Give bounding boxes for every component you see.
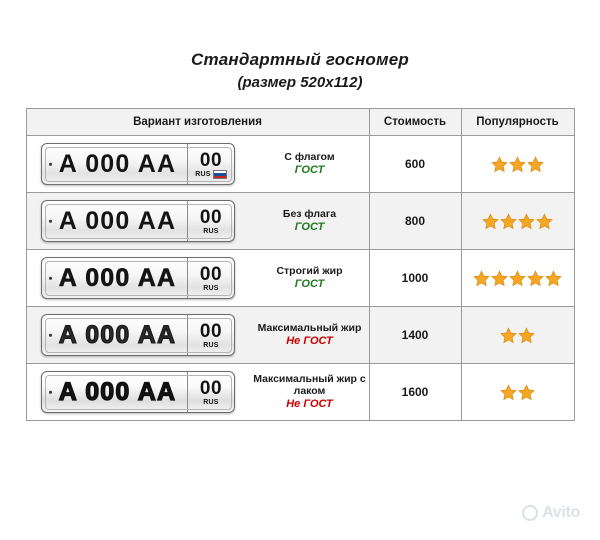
variant-standard-note: Не ГОСТ <box>286 398 333 411</box>
popularity-cell <box>461 136 574 193</box>
plate-region-section <box>187 201 234 241</box>
plate-main-section <box>42 201 187 241</box>
plate-dot-icon <box>49 334 52 337</box>
price-cell: 1600 <box>369 364 461 421</box>
star-icon <box>500 384 517 401</box>
star-icon <box>536 213 553 230</box>
watermark-label: Avito <box>542 504 580 521</box>
russian-flag-icon <box>213 170 227 179</box>
plate-region-code: 00 <box>199 149 223 171</box>
price-cell: 1400 <box>369 307 461 364</box>
plate-dot-icon <box>49 220 52 223</box>
variant-standard-note: ГОСТ <box>294 163 325 176</box>
plate-preview <box>27 200 250 242</box>
variant-standard-note: ГОСТ <box>294 220 325 233</box>
plate-region-section <box>187 258 234 298</box>
star-icon <box>509 270 526 287</box>
plate-characters: A 000 AA <box>58 263 177 292</box>
plate-preview <box>27 314 250 356</box>
variant-name: Максимальный жир <box>257 321 362 334</box>
table-row <box>26 193 574 250</box>
price-cell: 800 <box>369 193 461 250</box>
variant-description <box>250 373 369 412</box>
star-icon <box>491 270 508 287</box>
variant-cell <box>26 193 369 250</box>
plate-country-code: RUS <box>203 342 219 349</box>
license-plate <box>41 371 235 413</box>
variant-description <box>250 151 369 177</box>
plate-region-code: 00 <box>199 320 223 342</box>
star-icon <box>518 384 535 401</box>
circle-icon <box>522 505 538 521</box>
star-icon <box>518 213 535 230</box>
plate-characters: A 000 AA <box>58 206 177 235</box>
variant-cell <box>26 307 369 364</box>
column-header-popularity: Популярность <box>461 109 574 136</box>
license-plate <box>41 257 235 299</box>
variant-description <box>250 322 369 348</box>
star-icon <box>473 270 490 287</box>
plate-characters: A 000 AA <box>58 320 177 349</box>
license-plate <box>41 200 235 242</box>
variant-name: С флагом <box>284 150 335 163</box>
title-sub: (размер 520x112) <box>237 74 363 91</box>
watermark <box>522 504 580 522</box>
pricing-table <box>26 108 575 421</box>
plate-main-section <box>42 144 187 184</box>
license-plate <box>41 143 235 185</box>
variant-name: Строгий жир <box>276 264 343 277</box>
plate-main-section <box>42 258 187 298</box>
popularity-cell <box>461 364 574 421</box>
plate-region-section <box>187 315 234 355</box>
plate-country-code: RUS <box>203 285 219 292</box>
table-row <box>26 250 574 307</box>
page-title <box>0 0 600 91</box>
plate-dot-icon <box>49 163 52 166</box>
popularity-cell <box>461 193 574 250</box>
plate-preview <box>27 143 250 185</box>
star-icon <box>527 270 544 287</box>
title-main: Стандартный госномер <box>190 50 410 69</box>
variant-name: Без флага <box>282 207 337 220</box>
table-row <box>26 136 574 193</box>
star-icon <box>545 270 562 287</box>
price-cell: 600 <box>369 136 461 193</box>
star-icon <box>527 156 544 173</box>
variant-standard-note: ГОСТ <box>294 277 325 290</box>
variant-standard-note: Не ГОСТ <box>286 334 333 347</box>
license-plate <box>41 314 235 356</box>
plate-characters: A 000 AA <box>58 149 177 178</box>
star-icon <box>500 327 517 344</box>
plate-preview <box>27 371 250 413</box>
plate-main-section <box>42 315 187 355</box>
plate-dot-icon <box>49 277 52 280</box>
plate-region-code: 00 <box>199 206 223 228</box>
table-row <box>26 307 574 364</box>
star-icon <box>482 213 499 230</box>
plate-region-section <box>187 372 234 412</box>
variant-cell <box>26 250 369 307</box>
plate-characters: A 000 AA <box>58 377 177 406</box>
column-header-price: Стоимость <box>369 109 461 136</box>
star-icon <box>509 156 526 173</box>
plate-main-section <box>42 372 187 412</box>
variant-description <box>250 265 369 291</box>
plate-region-code: 00 <box>199 263 223 285</box>
plate-region-code: 00 <box>199 377 223 399</box>
plate-region-section <box>187 144 234 184</box>
popularity-cell <box>461 250 574 307</box>
plate-country-code: RUS <box>203 399 219 406</box>
plate-country-code: RUS <box>203 228 219 235</box>
table-header <box>26 109 574 136</box>
variant-cell <box>26 364 369 421</box>
table-row <box>26 364 574 421</box>
price-cell: 1000 <box>369 250 461 307</box>
plate-country-code: RUS <box>195 171 211 178</box>
star-icon <box>518 327 535 344</box>
popularity-cell <box>461 307 574 364</box>
column-header-variant: Вариант изготовления <box>26 109 369 136</box>
plate-dot-icon <box>49 391 52 394</box>
plate-preview <box>27 257 250 299</box>
table-body <box>26 136 574 421</box>
star-icon <box>500 213 517 230</box>
variant-description <box>250 208 369 234</box>
variant-name: Максимальный жир с лаком <box>253 372 366 398</box>
star-icon <box>491 156 508 173</box>
variant-cell <box>26 136 369 193</box>
